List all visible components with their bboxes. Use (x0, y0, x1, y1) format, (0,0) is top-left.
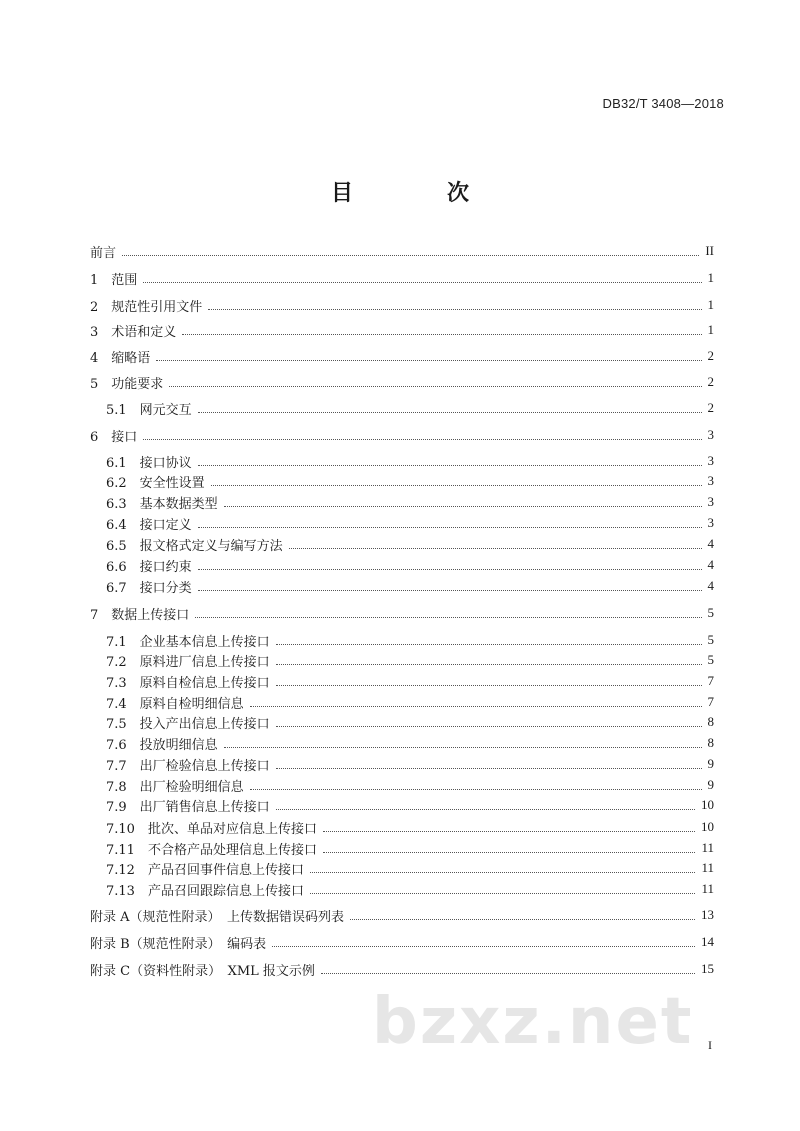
toc-leader-dots (143, 281, 701, 283)
toc-entry[interactable] (90, 603, 714, 623)
toc-leader-dots (208, 308, 701, 310)
toc-entry[interactable] (90, 425, 714, 445)
toc-entry-page: 14 (701, 934, 714, 949)
toc-entry-page: 8 (707, 714, 714, 729)
toc-entry[interactable] (106, 398, 714, 418)
toc-leader-dots (310, 871, 696, 873)
page-title: 目 次 (330, 181, 505, 206)
toc-entry[interactable] (90, 372, 714, 392)
toc-leader-dots (350, 918, 695, 920)
toc-entry-label: 7.3 原料自检信息上传接口 (106, 675, 270, 691)
toc-leader-dots (198, 464, 702, 466)
toc-leader-dots (224, 746, 702, 748)
toc-leader-dots (169, 385, 701, 387)
toc-entry-label: 1 范围 (90, 272, 138, 288)
toc-entry-page: 2 (707, 374, 714, 389)
toc-entry[interactable] (106, 754, 714, 774)
toc-entry-label: 7.4 原料自检明细信息 (106, 696, 244, 712)
toc-leader-dots (198, 589, 702, 591)
toc-entry-page: 1 (707, 270, 714, 285)
toc-entry-page: 3 (707, 427, 714, 442)
toc-entry-label: 7.9 出厂销售信息上传接口 (106, 799, 270, 815)
toc-leader-dots (250, 705, 702, 707)
toc-entry-label: 7.8 出厂检验明细信息 (106, 779, 244, 795)
toc-entry-page: 9 (707, 756, 714, 771)
toc-entry-page: 4 (707, 557, 714, 572)
toc-entry-page: 5 (707, 632, 714, 647)
toc-leader-dots (156, 359, 701, 361)
toc-entry[interactable] (90, 932, 714, 952)
toc-entry-label: 附录 A（规范性附录） 上传数据错误码列表 (90, 909, 345, 925)
toc-leader-dots (276, 767, 702, 769)
toc-entry-page: 13 (701, 907, 714, 922)
toc-entry[interactable] (90, 959, 714, 979)
toc-entry[interactable] (106, 733, 714, 753)
toc-entry-label: 4 缩略语 (90, 350, 151, 366)
toc-entry-label: 附录 B（规范性附录） 编码表 (90, 936, 267, 952)
toc-entry-label: 6.3 基本数据类型 (106, 496, 218, 512)
toc-entry-page: 3 (707, 473, 714, 488)
toc-leader-dots (276, 643, 702, 645)
page-number: I (708, 1038, 712, 1052)
toc-leader-dots (143, 438, 701, 440)
toc-leader-dots (276, 725, 702, 727)
toc-leader-dots (272, 945, 695, 947)
toc-leader-dots (276, 663, 702, 665)
toc-entry[interactable] (90, 295, 714, 315)
toc-entry-page: II (705, 243, 714, 258)
toc-entry-label: 7.5 投入产出信息上传接口 (106, 716, 270, 732)
watermark: bzxz.net (372, 985, 694, 1059)
toc-leader-dots (310, 892, 696, 894)
toc-entry[interactable] (90, 320, 714, 340)
toc-entry-label: 附录 C（资料性附录） XML 报文示例 (90, 963, 315, 979)
toc-entry-label: 7.6 投放明细信息 (106, 737, 218, 753)
toc-entry-label: 7.13 产品召回跟踪信息上传接口 (106, 883, 304, 899)
toc-entry[interactable] (106, 838, 714, 858)
toc-entry-page: 5 (707, 605, 714, 620)
toc-entry[interactable] (106, 576, 714, 596)
toc-entry-label: 7.12 产品召回事件信息上传接口 (106, 862, 304, 878)
toc-entry-page: 1 (707, 297, 714, 312)
toc-entry-label: 2 规范性引用文件 (90, 299, 203, 315)
toc-entry-label: 6.4 接口定义 (106, 517, 192, 533)
toc-entry-page: 7 (707, 673, 714, 688)
toc-leader-dots (122, 254, 699, 256)
toc-entry-page: 8 (707, 735, 714, 750)
toc-entry[interactable] (106, 630, 714, 650)
toc-entry-label: 7.11 不合格产品处理信息上传接口 (106, 842, 317, 858)
toc-leader-dots (321, 972, 695, 974)
toc-entry-label: 6.6 接口约束 (106, 559, 192, 575)
toc-entry-label: 6.5 报文格式定义与编写方法 (106, 538, 283, 554)
toc-entry-page: 5 (707, 652, 714, 667)
toc-entry-label: 7.2 原料进厂信息上传接口 (106, 654, 270, 670)
toc-entry-page: 9 (707, 777, 714, 792)
toc-entry-page: 4 (707, 578, 714, 593)
toc-entry-page: 11 (701, 881, 714, 896)
toc-entry-page: 15 (701, 961, 714, 976)
toc-leader-dots (276, 684, 702, 686)
toc-entry[interactable] (106, 817, 714, 837)
toc-entry[interactable] (90, 346, 714, 366)
toc-entry-page: 3 (707, 453, 714, 468)
toc-leader-dots (198, 526, 702, 528)
toc-entry-label: 5 功能要求 (90, 376, 164, 392)
toc-entry-label: 7 数据上传接口 (90, 607, 190, 623)
toc-entry[interactable] (106, 534, 714, 554)
toc-entry-page: 2 (707, 348, 714, 363)
toc-entry-page: 11 (701, 860, 714, 875)
toc-leader-dots (211, 484, 702, 486)
toc-entry-label: 6.2 安全性设置 (106, 475, 205, 491)
toc-entry[interactable] (106, 858, 714, 878)
toc-leader-dots (182, 333, 701, 335)
toc-entry-label: 7.10 批次、单品对应信息上传接口 (106, 821, 317, 837)
toc-entry[interactable] (106, 671, 714, 691)
toc-entry-page: 1 (707, 322, 714, 337)
toc-entry[interactable] (90, 241, 714, 261)
toc-entry[interactable] (106, 795, 714, 815)
toc-entry-page: 7 (707, 694, 714, 709)
toc-entry-page: 4 (707, 536, 714, 551)
toc-leader-dots (276, 808, 695, 810)
toc-entry[interactable] (106, 513, 714, 533)
toc-entry-label: 5.1 网元交互 (106, 402, 192, 418)
toc-entry[interactable] (90, 905, 714, 925)
toc-entry-label: 7.7 出厂检验信息上传接口 (106, 758, 270, 774)
toc-entry-label: 前言 (90, 245, 117, 261)
toc-entry-page: 3 (707, 515, 714, 530)
toc-entry-page: 10 (701, 797, 714, 812)
toc-entry[interactable] (106, 451, 714, 471)
toc-leader-dots (195, 616, 701, 618)
toc-entry[interactable] (106, 650, 714, 670)
toc-entry[interactable] (106, 879, 714, 899)
toc-entry-page: 2 (707, 400, 714, 415)
toc-entry[interactable] (106, 492, 714, 512)
toc-leader-dots (250, 788, 702, 790)
standard-code: DB32/T 3408—2018 (602, 96, 724, 111)
toc-entry-label: 3 术语和定义 (90, 324, 177, 340)
toc-leader-dots (198, 568, 702, 570)
toc-leader-dots (198, 411, 702, 413)
toc-entry[interactable] (106, 712, 714, 732)
toc-entry-page: 10 (701, 819, 714, 834)
toc-leader-dots (289, 547, 702, 549)
toc-leader-dots (323, 830, 695, 832)
toc-entry-page: 11 (701, 840, 714, 855)
toc-leader-dots (323, 851, 696, 853)
toc-entry[interactable] (106, 775, 714, 795)
toc-entry-label: 6.7 接口分类 (106, 580, 192, 596)
toc-entry[interactable] (106, 471, 714, 491)
toc-entry[interactable] (106, 692, 714, 712)
toc-leader-dots (224, 505, 702, 507)
toc-entry[interactable] (90, 268, 714, 288)
toc-entry[interactable] (106, 555, 714, 575)
toc-entry-page: 3 (707, 494, 714, 509)
toc-entry-label: 7.1 企业基本信息上传接口 (106, 634, 270, 650)
toc-entry-label: 6.1 接口协议 (106, 455, 192, 471)
toc-entry-label: 6 接口 (90, 429, 138, 445)
